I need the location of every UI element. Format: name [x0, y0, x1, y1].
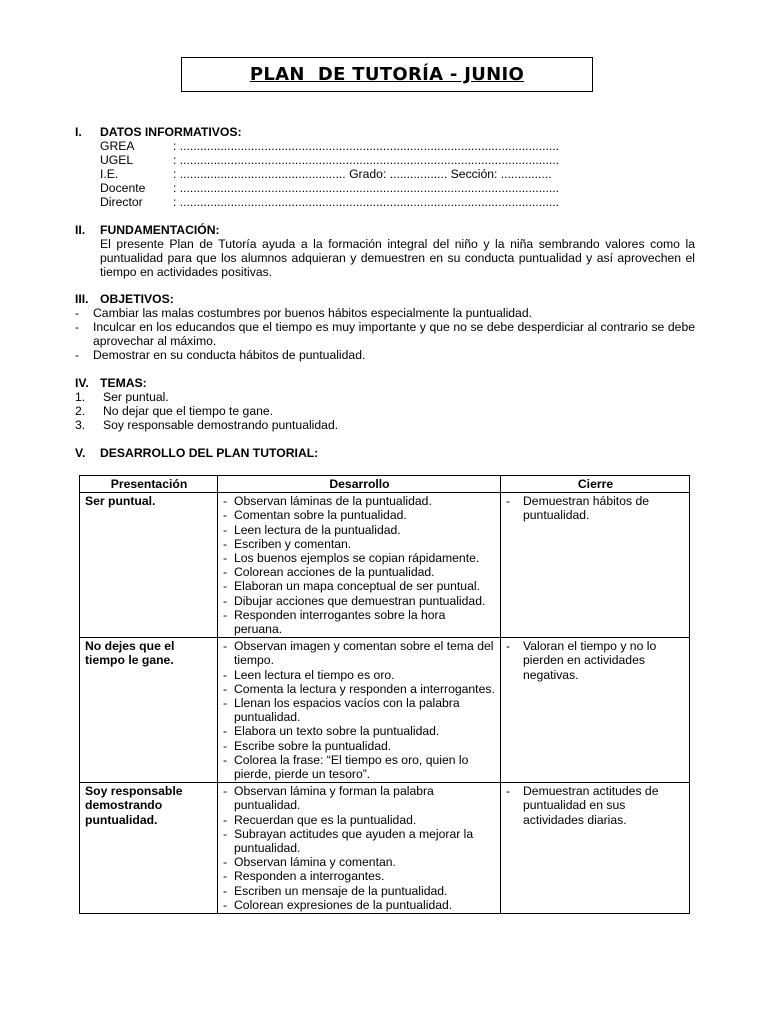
- dash-marker: -: [223, 897, 228, 912]
- section-title: FUNDAMENTACIÓN:: [100, 223, 220, 237]
- cierre-text: Demuestran hábitos de puntualidad.: [523, 494, 650, 523]
- list-item: [223, 784, 496, 812]
- info-label: Director: [100, 195, 143, 209]
- desarrollo-text: Leen lectura de la puntualidad.: [234, 522, 401, 537]
- section-objetivos: [75, 292, 695, 362]
- desarrollo-text: Colorean acciones de la puntualidad.: [234, 565, 435, 580]
- list-item: [506, 639, 685, 682]
- cell-desarrollo: [218, 783, 501, 914]
- section-heading: [75, 125, 695, 139]
- temas-list: [75, 390, 695, 432]
- dash-marker: -: [223, 812, 228, 827]
- dash-marker: -: [506, 784, 511, 799]
- info-row: [100, 153, 695, 167]
- dash-marker: -: [223, 784, 228, 799]
- cell-cierre: [501, 493, 690, 638]
- section-heading: [75, 446, 695, 460]
- list-item: [223, 608, 496, 636]
- section-desarrollo: [75, 446, 695, 460]
- info-row: [100, 195, 695, 209]
- dash-marker: -: [223, 579, 228, 594]
- column-header-cierre: Cierre: [501, 476, 690, 493]
- objetivos-list: [75, 306, 695, 362]
- list-item: [223, 753, 496, 781]
- dash-marker: -: [75, 348, 80, 362]
- list-item: [75, 348, 695, 362]
- info-value: : ................................................................................................................: [173, 153, 560, 167]
- objetivo-text: Demostrar en su conducta hábitos de puntualidad.: [93, 348, 366, 362]
- desarrollo-text: Responden a interrogantes.: [234, 869, 385, 884]
- section-title: OBJETIVOS:: [100, 292, 174, 306]
- table-row: [80, 783, 690, 914]
- dash-marker: -: [223, 508, 228, 523]
- tema-number: 2.: [75, 404, 86, 418]
- list-item: [75, 404, 695, 418]
- list-item: [223, 537, 496, 551]
- cell-cierre: [501, 783, 690, 914]
- dash-marker: -: [223, 639, 228, 654]
- list-item: [223, 579, 496, 593]
- dash-marker: -: [223, 551, 228, 566]
- datos-fields: [100, 139, 695, 209]
- dash-marker: -: [223, 607, 228, 622]
- desarrollo-text: Escriben y comentan.: [234, 536, 352, 551]
- dash-marker: -: [75, 320, 80, 334]
- section-heading: [75, 223, 695, 237]
- cell-presentacion: No dejes que el tiempo le gane.: [80, 638, 218, 783]
- section-number: I.: [75, 125, 82, 139]
- dash-marker: -: [223, 536, 228, 551]
- desarrollo-text: Escriben un mensaje de la puntualidad.: [234, 883, 448, 898]
- list-item: [75, 306, 695, 320]
- list-item: [223, 594, 496, 608]
- desarrollo-text: Elaboran un mapa conceptual de ser puntual.: [234, 579, 480, 594]
- list-item: [223, 739, 496, 753]
- title-box: [181, 57, 593, 92]
- desarrollo-text: Subrayan actitudes que ayuden a mejorar la puntualidad.: [234, 826, 474, 856]
- section-number: III.: [75, 292, 89, 306]
- section-heading: [75, 292, 695, 306]
- list-item: [75, 390, 695, 404]
- desarrollo-text: Dibujar acciones que demuestran puntualidad.: [234, 593, 486, 608]
- page-title: PLAN DE TUTORÍA - JUNIO: [249, 63, 525, 85]
- tema-text: No dejar que el tiempo te gane.: [103, 404, 274, 418]
- list-item: [223, 639, 496, 667]
- cierre-list: [506, 639, 685, 682]
- dash-marker: -: [223, 724, 228, 739]
- dash-marker: -: [223, 869, 228, 884]
- cierre-text: Valoran el tiempo y no lo pierden en actividades negativas.: [523, 639, 657, 682]
- info-label: UGEL: [100, 153, 134, 167]
- table-header-row: [80, 476, 690, 493]
- info-value: : ................................................. Grado: ................. Sección: ...............: [173, 167, 552, 181]
- list-item: [223, 682, 496, 696]
- desarrollo-text: Leen lectura el tiempo es oro.: [234, 667, 395, 682]
- desarrollo-text: Observan lámina y forman la palabra puntualidad.: [234, 784, 434, 813]
- objetivo-text: Inculcar en los educandos que el tiempo es muy importante y que no se debe desperdiciar al contrario se debe aprovechar al máximo.: [93, 320, 695, 348]
- list-item: [223, 565, 496, 579]
- section-temas: [75, 376, 695, 432]
- section-datos-informativos: [75, 125, 695, 209]
- table-row: [80, 493, 690, 638]
- desarrollo-text: Responden interrogantes sobre la hora peruana.: [234, 607, 446, 637]
- list-item: [223, 855, 496, 869]
- info-label: Docente: [100, 181, 146, 195]
- section-number: V.: [75, 446, 86, 460]
- column-header-desarrollo: Desarrollo: [218, 476, 501, 493]
- desarrollo-text: Observan láminas de la puntualidad.: [234, 494, 432, 509]
- list-item: [223, 827, 496, 855]
- fundamentacion-text: El presente Plan de Tutoría ayuda a la formación integral del niño y la niña sembrando valores como la puntualidad para que los alumnos adquieran y demuestren en su conducta puntualidad y así aprovechen el tiempo en actividades positivas.: [100, 237, 695, 279]
- list-item: [223, 869, 496, 883]
- list-item: [506, 494, 685, 522]
- dash-marker: -: [223, 565, 228, 580]
- dash-marker: -: [506, 494, 511, 509]
- desarrollo-text: Colorea la frase: “El tiempo es oro, quien lo pierde, pierde un tesoro”.: [234, 752, 469, 782]
- dash-marker: -: [223, 738, 228, 753]
- info-row: [100, 167, 695, 181]
- dash-marker: -: [223, 681, 228, 696]
- list-item: [75, 418, 695, 432]
- list-item: [223, 696, 496, 724]
- cell-presentacion: Soy responsable demostrando puntualidad.: [80, 783, 218, 914]
- desarrollo-text: Comenta la lectura y responden a interrogantes.: [234, 681, 495, 696]
- info-value: : ................................................................................................................: [173, 195, 560, 209]
- tema-number: 3.: [75, 418, 86, 432]
- section-number: II.: [75, 223, 86, 237]
- list-item: [223, 523, 496, 537]
- list-item: [223, 884, 496, 898]
- list-item: [75, 320, 695, 348]
- cell-cierre: [501, 638, 690, 783]
- cierre-list: [506, 784, 685, 827]
- cell-presentacion: Ser puntual.: [80, 493, 218, 638]
- desarrollo-list: [223, 494, 496, 636]
- dash-marker: -: [223, 494, 228, 509]
- dash-marker: -: [506, 639, 511, 654]
- section-fundamentacion: [75, 223, 695, 279]
- desarrollo-text: Recuerdan que es la puntualidad.: [234, 812, 417, 827]
- desarrollo-text: Observan lámina y comentan.: [234, 855, 396, 870]
- list-item: [223, 898, 496, 912]
- section-title: DATOS INFORMATIVOS:: [100, 125, 242, 139]
- section-title: TEMAS:: [100, 376, 147, 390]
- list-item: [223, 813, 496, 827]
- dash-marker: -: [223, 593, 228, 608]
- dash-marker: -: [223, 826, 228, 841]
- tema-number: 1.: [75, 390, 86, 404]
- cell-desarrollo: [218, 638, 501, 783]
- table-row: [80, 638, 690, 783]
- dash-marker: -: [75, 306, 80, 320]
- desarrollo-text: Comentan sobre la puntualidad.: [234, 508, 407, 523]
- column-header-presentacion: Presentación: [80, 476, 218, 493]
- desarrollo-list: [223, 784, 496, 912]
- desarrollo-text: Colorean expresiones de la puntualidad.: [234, 897, 453, 912]
- list-item: [223, 724, 496, 738]
- info-row: [100, 181, 695, 195]
- desarrollo-text: Elabora un texto sobre la puntualidad.: [234, 724, 440, 739]
- tema-text: Ser puntual.: [103, 390, 169, 404]
- section-heading: [75, 376, 695, 390]
- desarrollo-text: Escribe sobre la puntualidad.: [234, 738, 392, 753]
- info-row: [100, 139, 695, 153]
- info-label: I.E.: [100, 167, 119, 181]
- list-item: [223, 551, 496, 565]
- list-item: [223, 494, 496, 508]
- dash-marker: -: [223, 522, 228, 537]
- info-label: GREA: [100, 139, 135, 153]
- dash-marker: -: [223, 752, 228, 767]
- plan-table: [79, 475, 690, 914]
- cierre-list: [506, 494, 685, 522]
- dash-marker: -: [223, 696, 228, 711]
- section-title: DESARROLLO DEL PLAN TUTORIAL:: [100, 446, 319, 460]
- info-value: : ................................................................................................................: [173, 181, 560, 195]
- desarrollo-text: Observan imagen y comentan sobre el tema del tiempo.: [234, 639, 494, 668]
- desarrollo-text: Llenan los espacios vacíos con la palabra puntualidad.: [234, 696, 460, 725]
- dash-marker: -: [223, 855, 228, 870]
- cell-desarrollo: [218, 493, 501, 638]
- list-item: [506, 784, 685, 827]
- dash-marker: -: [223, 667, 228, 682]
- info-value: : ................................................................................................................: [173, 139, 560, 153]
- section-number: IV.: [75, 376, 89, 390]
- list-item: [223, 508, 496, 522]
- cierre-text: Demuestran actitudes de puntualidad en sus actividades diarias.: [523, 784, 659, 827]
- desarrollo-text: Los buenos ejemplos se copian rápidamente.: [234, 551, 480, 566]
- objetivo-text: Cambiar las malas costumbres por buenos hábitos especialmente la puntualidad.: [93, 306, 532, 320]
- tema-text: Soy responsable demostrando puntualidad.: [103, 418, 339, 432]
- list-item: [223, 668, 496, 682]
- desarrollo-list: [223, 639, 496, 781]
- dash-marker: -: [223, 883, 228, 898]
